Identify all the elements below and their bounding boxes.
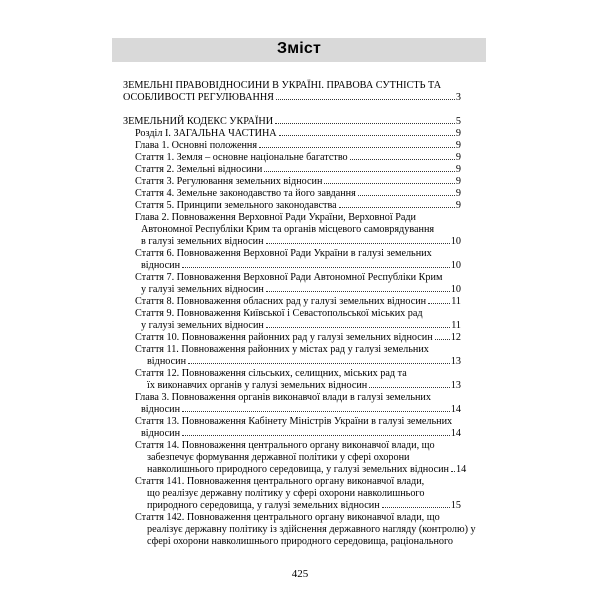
toc-entry-text: ОСОБЛИВОСТІ РЕГУЛЮВАННЯ (123, 92, 274, 103)
toc-entry (135, 416, 461, 428)
toc-entry-text: природного середовища, у галузі земельних відносин (147, 500, 380, 511)
toc-leader-dots (266, 291, 450, 292)
toc-leader-dots (339, 207, 455, 208)
toc-entry (147, 356, 461, 368)
toc-entry-page: 10 (450, 260, 461, 271)
toc-entry-text: Стаття 9. Повноваження Київської і Севастопольської міських рад (135, 308, 423, 319)
toc-entry-page: 13 (450, 356, 461, 367)
toc-entry-text: Стаття 13. Повноваження Кабінету Міністрів України в галузі земельних (135, 416, 453, 427)
toc-entry-text: сфері охорони навколишнього природного середовища, раціонального (147, 536, 454, 547)
toc-entry-text: Стаття 6. Повноваження Верховної Ради України в галузі земельних (135, 248, 432, 259)
toc-entry-text: Стаття 142. Повноваження центрального органу виконавчої влади, що (135, 512, 440, 523)
toc-entry-page: 9 (455, 128, 461, 139)
toc-entry-page: 10 (450, 236, 461, 247)
toc-entry-page: 9 (455, 152, 461, 163)
toc-entry-page: 9 (455, 176, 461, 187)
toc-entry (135, 140, 461, 152)
toc-leader-dots (324, 183, 454, 184)
toc-leader-dots (264, 171, 455, 172)
toc-entry-text: Стаття 3. Регулювання земельних відносин (135, 176, 323, 187)
toc-entry-text: ЗЕМЕЛЬНИЙ КОДЕКС УКРАЇНИ (123, 116, 274, 127)
toc-leader-dots (182, 267, 450, 268)
toc-entry (147, 464, 467, 476)
page-number: 425 (291, 568, 309, 580)
toc-entry (135, 152, 461, 164)
toc-entry-page: 11 (451, 296, 461, 307)
toc-leader-dots (428, 303, 450, 304)
toc-entry-page: 9 (455, 164, 461, 175)
toc-leader-dots (266, 327, 450, 328)
toc-entry-page: 9 (455, 140, 461, 151)
toc-entry (135, 128, 461, 140)
toc-entry (123, 116, 461, 128)
toc-entry-text: навколишнього природного середовища, у галузі земельних відносин (147, 464, 449, 475)
toc-entry-text: Стаття 5. Принципи земельного законодавства (135, 200, 337, 211)
toc-entry (147, 536, 461, 548)
toc-entry-text: забезпечує формування державної політики у сфері охорони (147, 452, 410, 463)
toc-entry-text: їх виконавчих органів у галузі земельних відносин (147, 380, 368, 391)
toc-entry-page: 14 (450, 428, 461, 439)
toc-entry (147, 452, 461, 464)
toc-entry-text: Автономної Республіки Крим та органів місцевого самоврядування (141, 224, 435, 235)
toc-entry-page: 5 (455, 116, 461, 127)
toc-leader-dots (350, 159, 455, 160)
toc-entry-text: відносин (141, 260, 181, 271)
toc-entry (135, 272, 461, 284)
toc-entry-text: Розділ I. ЗАГАЛЬНА ЧАСТИНА (135, 128, 277, 139)
toc-entry (135, 164, 461, 176)
toc-leader-dots (451, 471, 455, 472)
toc-entry-text: Стаття 12. Повноваження сільських, селищних, міських рад та (135, 368, 407, 379)
toc-entry-page: 15 (450, 500, 461, 511)
toc-entry-page: 3 (455, 92, 461, 103)
toc-entry (141, 236, 461, 248)
toc-entry (141, 320, 461, 332)
toc-entry-page: 9 (455, 200, 461, 211)
toc-leader-dots (369, 387, 450, 388)
toc-entry-text: відносин (147, 356, 187, 367)
toc-entry-text: реалізує державну політику із здійснення державного нагляду (контролю) у (147, 524, 476, 535)
toc-leader-dots (279, 135, 455, 136)
toc-entry-text: Глава 2. Повноваження Верховної Ради України, Верховної Ради (135, 212, 417, 223)
toc-entry (135, 296, 461, 308)
toc-entry (141, 260, 461, 272)
title-bar (112, 38, 486, 62)
toc-leader-dots (276, 99, 455, 100)
toc-entry (135, 176, 461, 188)
toc-entry-page: 9 (455, 188, 461, 199)
toc-leader-dots (266, 243, 450, 244)
toc-entry (123, 80, 461, 92)
toc-leader-dots (182, 411, 450, 412)
toc-leader-dots (275, 123, 455, 124)
toc-entry-text: Стаття 4. Земельне законодавство та його завдання (135, 188, 356, 199)
toc-entry (135, 308, 461, 320)
toc-entry (147, 524, 476, 536)
toc-entry-text: Стаття 11. Повноваження районних у містах рад у галузі земельних (135, 344, 429, 355)
toc-entry-page: 12 (450, 332, 461, 343)
toc-entry-text: Стаття 141. Повноваження центрального органу виконавчої влади, (135, 476, 425, 487)
toc-entry-text: Стаття 8. Повноваження обласних рад у галузі земельних відносин (135, 296, 427, 307)
toc-entry (141, 224, 461, 236)
toc-entry (135, 392, 461, 404)
toc-leader-dots (358, 195, 455, 196)
toc-entry-text: відносин (141, 404, 181, 415)
toc-entry-page: 11 (451, 320, 461, 331)
toc-leader-dots (382, 507, 450, 508)
toc-entry (135, 476, 461, 488)
toc-leader-dots (435, 339, 450, 340)
toc-entry (123, 92, 461, 104)
toc-entry (135, 248, 461, 260)
toc-entry (135, 512, 461, 524)
toc-entry-page: 14 (456, 464, 467, 475)
toc-entry-text: Стаття 14. Повноваження центрального органу виконавчої влади, що (135, 440, 435, 451)
toc-entry (147, 488, 461, 500)
toc-entry (141, 404, 461, 416)
toc-entry (135, 200, 461, 212)
toc-entry-text: у галузі земельних відносин (141, 284, 264, 295)
toc-entry-page: 13 (450, 380, 461, 391)
toc-entry-text: Стаття 1. Земля – основне національне багатство (135, 152, 348, 163)
toc-entry (135, 368, 461, 380)
toc-entry-text: відносин (141, 428, 181, 439)
toc-leader-dots (259, 147, 455, 148)
toc-entry-text: Стаття 7. Повноваження Верховної Ради Автономної Республіки Крим (135, 272, 443, 283)
toc-entry (135, 344, 461, 356)
toc-entry (141, 428, 461, 440)
toc-leader-dots (188, 363, 450, 364)
toc-entry-text: Стаття 2. Земельні відносини (135, 164, 263, 175)
toc-entry-text: у галузі земельних відносин (141, 320, 264, 331)
toc-entry-text: в галузі земельних відносин (141, 236, 264, 247)
toc-entry-text: що реалізує державну політику у сфері охорони навколишнього (147, 488, 425, 499)
toc-entry-text: ЗЕМЕЛЬНІ ПРАВОВІДНОСИНИ В УКРАЇНІ. ПРАВОВА СУТНІСТЬ ТА (123, 80, 442, 91)
toc-entry-text: Глава 3. Повноваження органів виконавчої влади в галузі земельних (135, 392, 431, 403)
toc-entry (141, 284, 461, 296)
page-title: Зміст (276, 40, 322, 57)
toc-entry (147, 380, 461, 392)
toc-entry-page: 14 (450, 404, 461, 415)
toc-entry (135, 332, 461, 344)
toc-entry (135, 188, 461, 200)
toc-entry-text: Глава 1. Основні положення (135, 140, 258, 151)
toc-entry (147, 500, 461, 512)
toc-entry-text: Стаття 10. Повноваження районних рад у галузі земельних відносин (135, 332, 433, 343)
toc-entry-page: 10 (450, 284, 461, 295)
toc-entry (135, 212, 461, 224)
toc-entry (135, 440, 461, 452)
toc-leader-dots (182, 435, 450, 436)
